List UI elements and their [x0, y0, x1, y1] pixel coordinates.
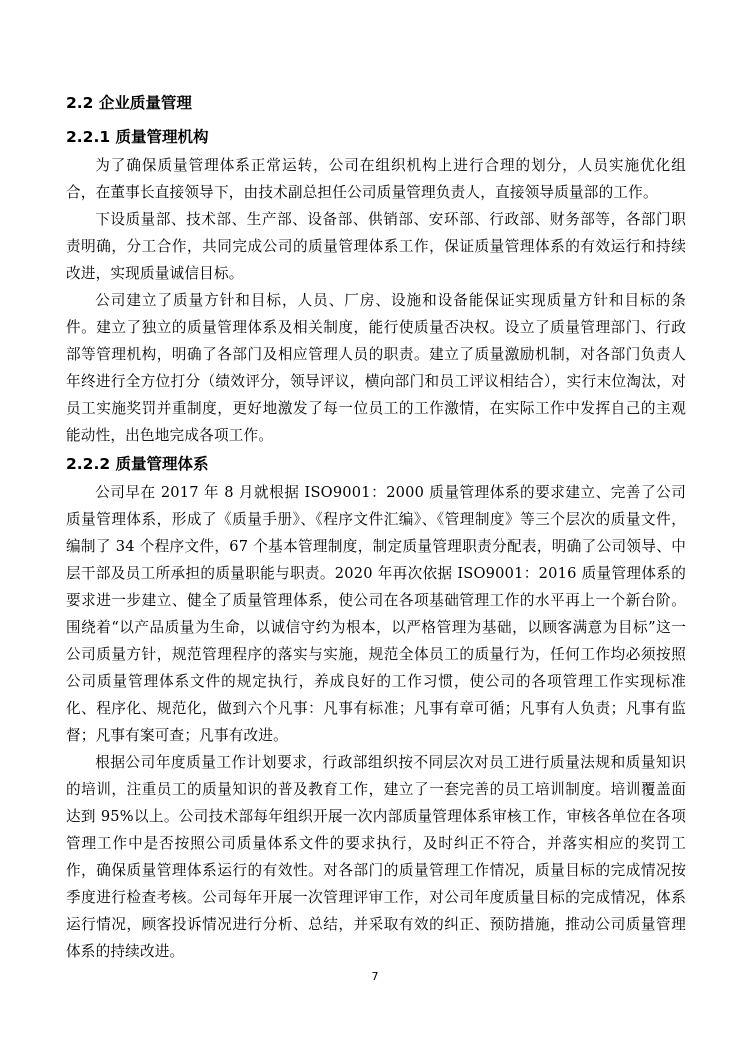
paragraph: 根据公司年度质量工作计划要求，行政部组织按不同层次对员工进行质量法规和质量知识的培训，注重员工的质量知识的普及教育工作，建立了一套完善的员工培训制度。培训覆盖面达到 95%以上。公司技术部每年组织开展一次内部质量管理体系审核工作，审核各单位在各项管理工作中是否按照公司质量体系文件的要求执行，及时纠正不符合，并落实相应的奖罚工作，确保质量管理体系运行的有效性。对各部门的质量管理工作情况，质量目标的完成情况按季度进行检查考核。公司每年开展一次管理评审工作，对公司年度质量目标的完成情况，体系运行情况，顾客投诉情况进行分析、总结，并采取有效的纠正、预防措施，推动公司质量管理体系的持续改进。: [66, 754, 686, 960]
paragraph: 下设质量部、技术部、生产部、设备部、供销部、安环部、行政部、财务部等，各部门职责明确，分工合作，共同完成公司的质量管理体系工作，保证质量管理体系的有效运行和持续改进，实现质量诚信目标。: [66, 211, 686, 282]
page-number: 7: [371, 970, 379, 983]
subsection-quality-system: [66, 453, 686, 965]
subsection-quality-organization: [66, 126, 686, 449]
subsection-heading: 2.2.1 质量管理机构: [66, 128, 209, 146]
document-page: [66, 92, 686, 965]
paragraph: 公司早在 2017 年 8 月就根据 ISO9001：2000 质量管理体系的要求建立、完善了公司质量管理体系，形成了《质量手册》、《程序文件汇编》、《管理制度》等三个层次的质量文件，编制了 34 个程序文件，67 个基本管理制度，制定质量管理职责分配表，明确了公司领导、中层干部及员工所承担的质量职能与职责。2020 年再次依据 ISO9001：2016 质量管理体系的要求进一步建立、健全了质量管理体系，使公司在各项基础管理工作的水平再上一个新台阶。围绕着“以产品质量为生命，以诚信守约为根本，以严格管理为基础，以顾客满意为目标”这一公司质量方针，规范管理程序的落实与实施，规范全体员工的质量行为，任何工作均必须按照公司质量管理体系文件的规定执行，养成良好的工作习惯，使公司的各项管理工作实现标准化、程序化、规范化，做到六个凡事：凡事有标准；凡事有章可循；凡事有人负责；凡事有监督；凡事有案可查；凡事有改进。: [66, 484, 686, 744]
subsection-heading: 2.2.2 质量管理体系: [66, 455, 209, 473]
paragraph: 为了确保质量管理体系正常运转，公司在组织机构上进行合理的划分，人员实施优化组合，在董事长直接领导下，由技术副总担任公司质量管理负责人，直接领导质量部的工作。: [66, 157, 686, 201]
paragraph: 公司建立了质量方针和目标，人员、厂房、设施和设备能保证实现质量方针和目标的条件。建立了独立的质量管理体系及相关制度，能行使质量否决权。设立了质量管理部门、行政部等管理机构，明确了各部门及相应管理人员的职责。建立了质量激励机制，对各部门负责人年终进行全方位打分（绩效评分，领导评议，横向部门和员工评议相结合），实行末位淘汰，对员工实施奖罚并重制度，更好地激发了每一位员工的工作激情，在实际工作中发挥自己的主观能动性，出色地完成各项工作。: [66, 292, 686, 444]
section-heading: 2.2 企业质量管理: [66, 94, 192, 112]
